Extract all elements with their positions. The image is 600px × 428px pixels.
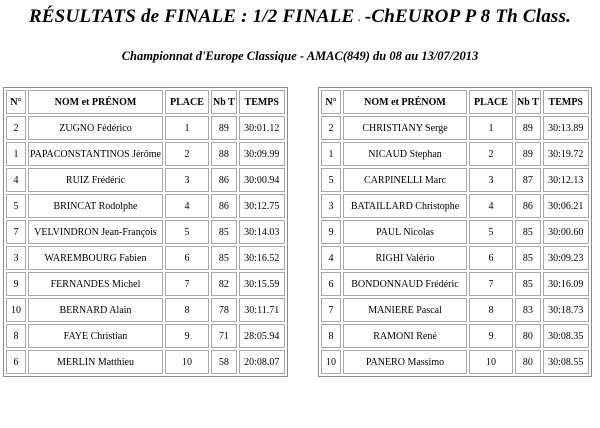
cell-time: 30:16.52 <box>239 246 285 270</box>
cell-laps: 85 <box>515 246 541 270</box>
cell-laps: 86 <box>211 168 237 192</box>
cell-place: 8 <box>469 298 513 322</box>
cell-place: 1 <box>469 116 513 140</box>
cell-number: 5 <box>321 168 341 192</box>
cell-name: PAPACONSTANTINOS Jérôme <box>28 142 163 166</box>
cell-place: 6 <box>469 246 513 270</box>
table-row <box>321 116 589 140</box>
cell-time: 30:09.23 <box>543 246 589 270</box>
cell-laps: 85 <box>515 272 541 296</box>
cell-laps: 89 <box>211 116 237 140</box>
results-table-right <box>318 87 592 377</box>
cell-laps: 58 <box>211 350 237 374</box>
title-separator: . <box>358 12 361 23</box>
header-time: TEMPS <box>239 90 285 114</box>
cell-name: BRINCAT Rodolphe <box>28 194 163 218</box>
cell-name: ZUGNO Fédérico <box>28 116 163 140</box>
cell-number: 9 <box>321 220 341 244</box>
cell-laps: 85 <box>515 220 541 244</box>
page-subtitle: Championnat d'Europe Classique - AMAC(849) du 08 au 13/07/2013 <box>121 49 479 63</box>
cell-number: 4 <box>6 168 26 192</box>
table-row <box>6 194 285 218</box>
cell-time: 28:05.94 <box>239 324 285 348</box>
cell-time: 30:08.35 <box>543 324 589 348</box>
cell-number: 1 <box>6 142 26 166</box>
cell-number: 6 <box>321 272 341 296</box>
cell-name: PANERO Massimo <box>343 350 467 374</box>
cell-number: 5 <box>6 194 26 218</box>
cell-number: 7 <box>6 220 26 244</box>
cell-number: 2 <box>321 116 341 140</box>
header-place: PLACE <box>165 90 209 114</box>
table-row <box>321 220 589 244</box>
cell-name: BERNARD Alain <box>28 298 163 322</box>
cell-place: 5 <box>469 220 513 244</box>
cell-laps: 86 <box>515 194 541 218</box>
cell-laps: 83 <box>515 298 541 322</box>
cell-laps: 89 <box>515 142 541 166</box>
cell-place: 4 <box>165 194 209 218</box>
cell-number: 9 <box>6 272 26 296</box>
cell-name: RAMONI René <box>343 324 467 348</box>
cell-laps: 78 <box>211 298 237 322</box>
cell-number: 8 <box>321 324 341 348</box>
header-laps: Nb T <box>515 90 541 114</box>
cell-time: 30:16.09 <box>543 272 589 296</box>
cell-laps: 88 <box>211 142 237 166</box>
cell-time: 30:06.21 <box>543 194 589 218</box>
cell-place: 10 <box>469 350 513 374</box>
table-row <box>321 194 589 218</box>
header-time: TEMPS <box>543 90 589 114</box>
cell-name: BATAILLARD Christophe <box>343 194 467 218</box>
cell-number: 1 <box>321 142 341 166</box>
cell-place: 7 <box>165 272 209 296</box>
cell-time: 30:01.12 <box>239 116 285 140</box>
table-row <box>6 168 285 192</box>
cell-name: WAREMBOURG Fabien <box>28 246 163 270</box>
header-laps: Nb T <box>211 90 237 114</box>
table-row <box>321 272 589 296</box>
table-row <box>6 220 285 244</box>
cell-name: RUIZ Frédéric <box>28 168 163 192</box>
cell-place: 3 <box>469 168 513 192</box>
cell-name: MERLIN Matthieu <box>28 350 163 374</box>
cell-laps: 80 <box>515 350 541 374</box>
cell-place: 2 <box>469 142 513 166</box>
cell-laps: 80 <box>515 324 541 348</box>
header-place: PLACE <box>469 90 513 114</box>
cell-number: 10 <box>321 350 341 374</box>
results-table-left <box>3 87 288 377</box>
cell-name: MANIERE Pascal <box>343 298 467 322</box>
cell-number: 7 <box>321 298 341 322</box>
cell-time: 30:13.89 <box>543 116 589 140</box>
cell-place: 1 <box>165 116 209 140</box>
cell-number: 2 <box>6 116 26 140</box>
cell-place: 7 <box>469 272 513 296</box>
cell-time: 30:19.72 <box>543 142 589 166</box>
header-name: NOM et PRÉNOM <box>343 90 467 114</box>
cell-place: 4 <box>469 194 513 218</box>
cell-laps: 89 <box>515 116 541 140</box>
table-row <box>321 168 589 192</box>
header-name: NOM et PRÉNOM <box>28 90 163 114</box>
title-class: -ChEUROP P 8 Th Class. <box>364 6 572 27</box>
cell-name: BONDONNAUD Frédéric <box>343 272 467 296</box>
page-title <box>0 6 600 28</box>
cell-time: 20:08.07 <box>239 350 285 374</box>
cell-place: 3 <box>165 168 209 192</box>
cell-time: 30:18.73 <box>543 298 589 322</box>
table-header-row <box>321 90 589 114</box>
cell-place: 9 <box>165 324 209 348</box>
cell-time: 30:15.59 <box>239 272 285 296</box>
cell-number: 6 <box>6 350 26 374</box>
cell-laps: 86 <box>211 194 237 218</box>
cell-laps: 85 <box>211 220 237 244</box>
cell-laps: 82 <box>211 272 237 296</box>
cell-time: 30:00.60 <box>543 220 589 244</box>
cell-laps: 87 <box>515 168 541 192</box>
cell-name: RIGHI Valério <box>343 246 467 270</box>
cell-place: 8 <box>165 298 209 322</box>
header-number: N° <box>6 90 26 114</box>
table-row <box>6 142 285 166</box>
cell-number: 10 <box>6 298 26 322</box>
header-number: N° <box>321 90 341 114</box>
table-row <box>6 298 285 322</box>
cell-time: 30:14.03 <box>239 220 285 244</box>
cell-number: 3 <box>321 194 341 218</box>
table-row <box>321 298 589 322</box>
cell-time: 30:11.71 <box>239 298 285 322</box>
cell-name: CHRISTIANY Serge <box>343 116 467 140</box>
cell-time: 30:08.55 <box>543 350 589 374</box>
table-row <box>6 350 285 374</box>
cell-laps: 85 <box>211 246 237 270</box>
cell-place: 10 <box>165 350 209 374</box>
cell-name: PAUL Nicolas <box>343 220 467 244</box>
cell-number: 8 <box>6 324 26 348</box>
cell-time: 30:12.75 <box>239 194 285 218</box>
table-header-row <box>6 90 285 114</box>
cell-place: 6 <box>165 246 209 270</box>
cell-place: 5 <box>165 220 209 244</box>
cell-name: FERNANDES Michel <box>28 272 163 296</box>
cell-name: FAYE Christian <box>28 324 163 348</box>
cell-name: CARPINELLI Marc <box>343 168 467 192</box>
cell-name: NICAUD Stephan <box>343 142 467 166</box>
cell-laps: 71 <box>211 324 237 348</box>
table-row <box>321 246 589 270</box>
cell-place: 2 <box>165 142 209 166</box>
table-row <box>6 272 285 296</box>
cell-time: 30:09.99 <box>239 142 285 166</box>
table-row <box>6 324 285 348</box>
table-row <box>321 350 589 374</box>
title-main: RÉSULTATS de FINALE : 1/2 FINALE <box>28 6 355 27</box>
table-row <box>6 116 285 140</box>
cell-number: 3 <box>6 246 26 270</box>
cell-number: 4 <box>321 246 341 270</box>
cell-time: 30:12.13 <box>543 168 589 192</box>
cell-time: 30:00.94 <box>239 168 285 192</box>
table-row <box>321 142 589 166</box>
table-row <box>321 324 589 348</box>
cell-name: VELVINDRON Jean-François <box>28 220 163 244</box>
cell-place: 9 <box>469 324 513 348</box>
table-row <box>6 246 285 270</box>
